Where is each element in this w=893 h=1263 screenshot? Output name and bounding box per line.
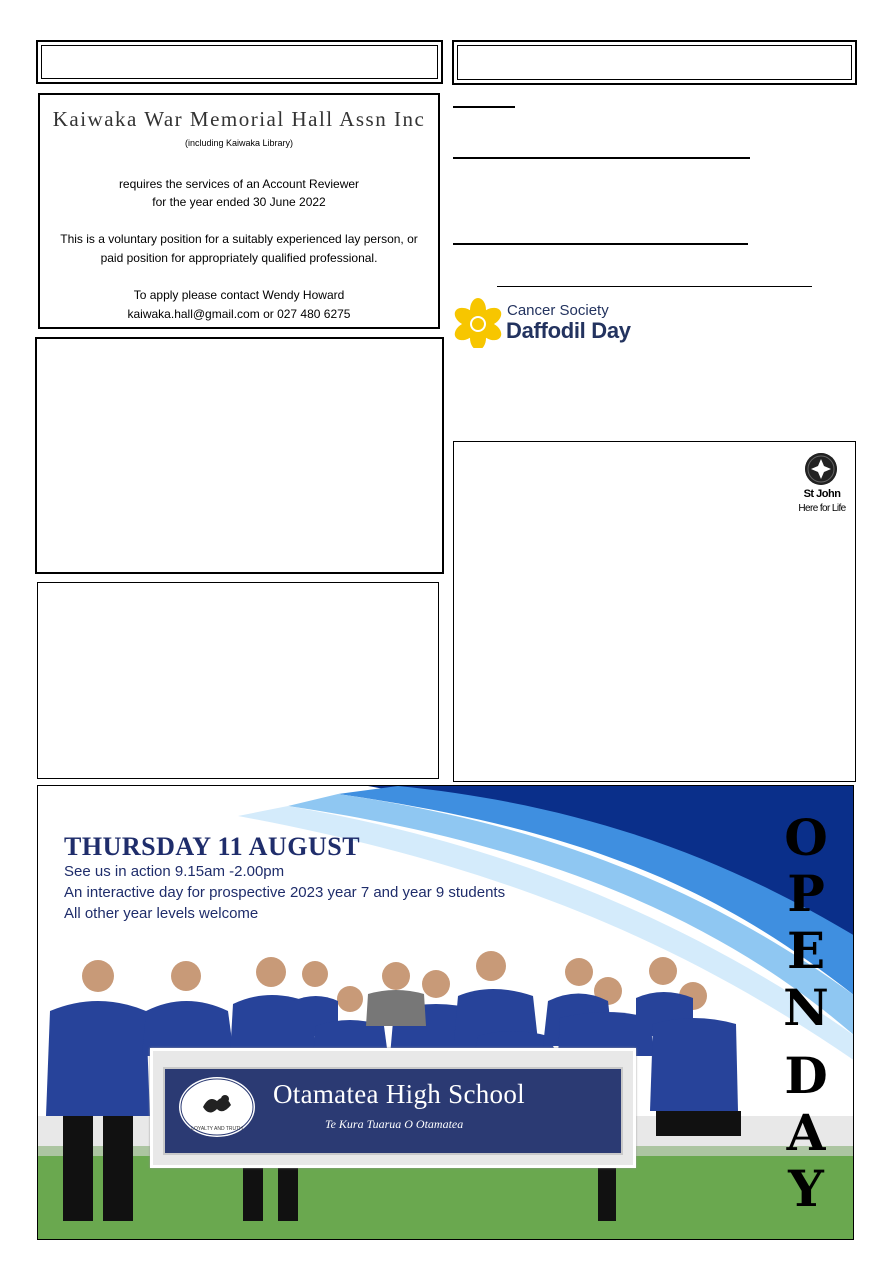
- stjohn-tagline: Here for Life: [798, 503, 846, 514]
- hall-subtitle: (including Kaiwaka Library): [184, 138, 294, 148]
- open-letter-p: P: [787, 864, 825, 923]
- school-name: Otamatea High School: [273, 1079, 525, 1109]
- daffodil-icon: [454, 298, 502, 348]
- open-day-times: See us in action 9.15am -2.00pm: [64, 863, 285, 880]
- open-letter-o: O: [784, 808, 828, 867]
- stjohn-cross-icon: [805, 453, 837, 485]
- hall-line-1: requires the services of an Account Reviewer: [118, 177, 360, 191]
- open-letter-y: Y: [788, 1159, 824, 1218]
- daffodil-org: Cancer Society: [507, 302, 609, 319]
- hall-advert: [38, 93, 440, 329]
- underline-1: [453, 106, 515, 108]
- open-day-welcome: All other year levels welcome: [64, 905, 259, 922]
- right-header-box: [452, 40, 857, 85]
- hall-contact: kaiwaka.hall@gmail.com or 027 480 6275: [127, 307, 351, 321]
- daffodil-title: Daffodil Day: [506, 318, 631, 343]
- open-letter-e: E: [786, 921, 826, 980]
- left-empty-box-1: [35, 337, 444, 574]
- left-header-box: [36, 40, 443, 84]
- students-group-photo: [38, 786, 854, 1240]
- open-day-headline: THURSDAY 11 AUGUST: [64, 832, 361, 861]
- open-letter-a: A: [786, 1103, 826, 1162]
- open-letter-n: N: [783, 978, 829, 1037]
- hall-title: Kaiwaka War Memorial Hall Assn Inc: [52, 107, 426, 131]
- left-empty-box-2: [37, 582, 439, 779]
- hall-line-2: for the year ended 30 June 2022: [152, 195, 326, 209]
- hall-line-3: This is a voluntary position for a suitably experienced lay person, or: [60, 232, 418, 246]
- school-crest-icon: [179, 1077, 255, 1137]
- open-day-prospective: An interactive day for prospective 2023 year 7 and year 9 students: [64, 884, 506, 901]
- underline-2: [453, 157, 750, 159]
- school-sign-panel: [163, 1067, 623, 1155]
- underline-4: [497, 286, 812, 287]
- hall-line-5: To apply please contact Wendy Howard: [133, 288, 345, 302]
- school-sign: [150, 1048, 636, 1168]
- hall-line-4: paid position for appropriately qualified professional.: [100, 251, 378, 265]
- open-letter-d: D: [784, 1046, 828, 1105]
- open-day-advert: [37, 785, 854, 1240]
- underline-3: [453, 243, 748, 245]
- school-motto: LOYALTY AND TRUTH: [191, 1126, 243, 1132]
- stjohn-name: St John: [803, 488, 841, 500]
- school-maori-name: Te Kura Tuarua O Otamatea: [325, 1117, 464, 1131]
